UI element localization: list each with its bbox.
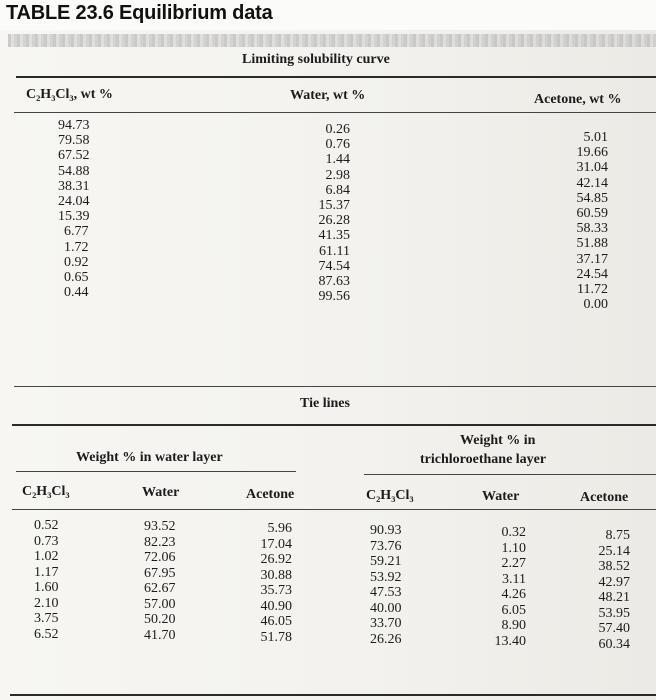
value-cell: 31.04 [576,160,608,176]
value-cell: 67.52 [58,148,90,164]
solubility-heading: Limiting solubility curve [242,52,390,67]
value-cell: 38.31 [58,178,90,194]
value-cell: 59.21 [370,554,402,569]
value-cell: 46.05 [260,614,292,629]
value-cell: 15.37 [318,197,350,213]
water-layer-underline [16,471,296,472]
table-title: TABLE 23.6 Equilibrium data [6,2,273,24]
value-cell: 0.76 [325,137,350,153]
value-cell: 5.01 [583,130,608,145]
value-cell: 3.75 [34,611,59,626]
value-cell: 42.97 [598,574,630,590]
value-cell: 40.00 [370,600,402,616]
bottom-rule [10,694,656,696]
value-cell: 8.75 [605,528,630,543]
value-cell: 62.67 [144,581,176,596]
value-cell: 6.52 [34,626,59,642]
value-cell: 41.70 [144,627,176,643]
water-layer-header: Weight % in water layer [76,450,223,465]
tce-layer-c2h3cl3-column [370,523,416,647]
value-cell: 67.95 [144,565,176,581]
value-cell: 6.05 [501,602,526,618]
sub-header-water-water: Water [142,485,180,500]
value-cell: 1.10 [501,540,526,556]
value-cell: 79.58 [58,133,90,149]
sub-header-rule [12,509,656,510]
value-cell: 26.26 [370,631,402,647]
value-cell: 53.95 [598,605,630,621]
value-cell: 35.73 [260,583,292,598]
sub-header-acetone-water: Acetone [246,487,295,502]
solubility-c2h3cl3-column [58,118,118,300]
value-cell: 94.73 [58,118,90,133]
top-rule [16,76,656,78]
value-cell: 2.27 [501,556,526,571]
value-cell: 48.21 [598,590,630,605]
value-cell: 33.70 [370,616,402,631]
section-rule [14,386,656,387]
value-cell: 30.88 [260,567,292,583]
value-cell: 6.77 [64,224,89,240]
value-cell: 60.59 [576,205,608,221]
value-cell: 87.63 [318,273,350,289]
solubility-col3-header: Acetone, wt % [534,92,622,107]
value-cell: 1.60 [34,580,59,595]
value-cell: 13.40 [494,633,526,649]
value-cell: 0.32 [501,525,526,540]
water-layer-acetone-column [248,521,292,645]
value-cell: 26.28 [318,213,350,229]
value-cell: 1.72 [64,239,89,255]
value-cell: 99.56 [318,289,350,305]
value-cell: 41.35 [318,228,350,244]
solubility-water-column [306,122,350,304]
value-cell: 6.84 [325,182,350,198]
value-cell: 73.76 [370,538,402,554]
header-rule [14,112,656,113]
value-cell: 5.96 [267,521,292,536]
value-cell: 57.00 [144,596,176,612]
value-cell: 0.52 [34,518,59,533]
value-cell: 60.34 [598,636,630,652]
value-cell: 58.33 [576,221,608,237]
value-cell: 74.54 [318,258,350,274]
solubility-col2-header: Water, wt % [290,88,366,103]
value-cell: 1.02 [34,549,59,564]
value-cell: 61.11 [319,243,350,259]
value-cell: 0.26 [325,122,350,137]
sub-header-water-tce: Water [482,489,520,504]
value-cell: 40.90 [260,598,292,614]
page-edge-band [8,34,656,47]
water-layer-water-column [144,519,190,643]
value-cell: 2.10 [34,595,59,611]
value-cell: 0.65 [64,269,89,285]
value-cell: 54.88 [58,163,90,179]
value-cell: 2.98 [325,167,350,183]
tce-layer-underline [364,474,656,475]
value-cell: 26.92 [260,552,292,567]
solubility-col1-header: C₂H₃Cl₃, wt % [26,87,113,102]
value-cell: 53.92 [370,569,402,585]
tce-layer-acetone-column [584,528,630,652]
value-cell: 42.14 [576,175,608,191]
value-cell: 0.92 [64,254,89,270]
value-cell: 72.06 [144,550,176,565]
value-cell: 0.44 [64,285,89,301]
value-cell: 51.78 [260,629,292,645]
tce-layer-header-line2: trichloroethane layer [420,452,547,467]
value-cell: 25.14 [598,543,630,559]
value-cell: 24.04 [58,193,90,209]
sub-header-c2h3cl3-water: C₂H₃Cl₃ [22,484,70,499]
value-cell: 0.73 [34,533,59,549]
value-cell: 24.54 [576,266,608,282]
tie-lines-rule [12,424,656,426]
value-cell: 1.17 [34,564,59,580]
tce-layer-header-line1: Weight % in [460,433,536,448]
value-cell: 90.93 [370,523,402,538]
value-cell: 54.85 [576,190,608,206]
value-cell: 37.17 [576,251,608,267]
value-cell: 82.23 [144,534,176,550]
value-cell: 8.90 [501,618,526,633]
value-cell: 11.72 [577,281,608,297]
value-cell: 50.20 [144,612,176,627]
solubility-acetone-column [562,130,608,312]
value-cell: 93.52 [144,519,176,534]
value-cell: 51.88 [576,236,608,252]
value-cell: 38.52 [598,559,630,574]
value-cell: 15.39 [58,209,90,225]
water-layer-c2h3cl3-column [34,518,80,642]
value-cell: 1.44 [325,152,350,168]
value-cell: 19.66 [576,145,608,161]
value-cell: 47.53 [370,585,402,600]
tce-layer-water-column [482,525,526,649]
sub-header-c2h3cl3-tce: C₂H₃Cl₃ [366,488,414,503]
value-cell: 3.11 [502,571,526,587]
value-cell: 0.00 [583,297,608,313]
value-cell: 17.04 [260,536,292,552]
sub-header-acetone-tce: Acetone [580,490,629,505]
tie-lines-heading: Tie lines [300,396,350,411]
value-cell: 57.40 [598,621,630,636]
value-cell: 4.26 [501,587,526,602]
